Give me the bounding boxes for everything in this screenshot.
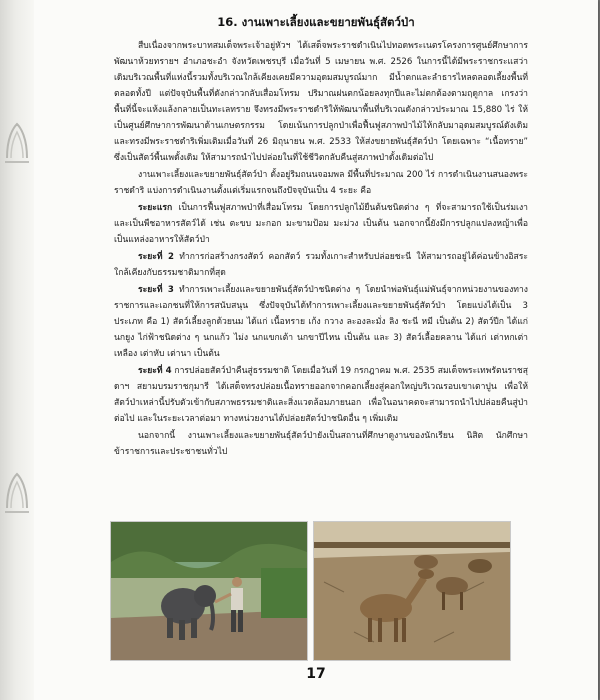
paragraph: งานเพาะเลี้ยงและขยายพันธุ์สัตว์ป่า ตั้งอยู่ริมถนนจอมพล มีพื้นที่ประมาณ 200 ไร่ การดำเนินงานสนองพระราชดำริ แบ่งการดำเนินงานตั้งแต่เริ่มแรกจนถึงปัจจุบันเป็น 4 ระยะ คือ [114,170,528,196]
paragraph-text: ทำการก่อสร้างกรงสัตว์ คอกสัตว์ รวมทั้งเกาะสำหรับปล่อยชะนี ให้สามารถอยู่ได้ค่อนข้างอิสระ ใกล้เคียงกับธรรมชาติมากที่สุด [114,252,528,278]
body-text [114,38,528,461]
thai-ornament-icon [3,468,31,516]
paragraph [114,200,528,248]
paragraph: นอกจากนี้ งานเพาะเลี้ยงและขยายพันธุ์สัตว์ป่ายังเป็นสถานที่ศึกษาดูงานของนักเรียน นิสิต นักศึกษา ข้าราชการและประชาชนทั่วไป [114,431,528,457]
paragraph: สืบเนื่องจากพระบาทสมเด็จพระเจ้าอยู่หัวฯ ได้เสด็จพระราชดำเนินไปทอดพระเนตรโครงการศูนย์ศึกษาการพัฒนาห้วยทรายฯ อำเภอชะอำ จังหวัดเพชรบุรี เมื่อวันที่ 5 เมษายน พ.ศ. 2526 ในการนี้ได้มีพระราชกระแสว่า เดิมบริเวณพื้นที่แห่งนี้รวมทั้งบริเวณใกล้เคียงเคยมีความอุดมสมบูรณ์มาก มีน้ำตกและลำธารไหลตลอดเลี้ยงพื้นที่ตลอดทั้งปี แต่ปัจจุบันพื้นที่ดังกล่าวกลับเสื่อมโทรม ปริมาณฝนตกน้อยลงทุกปีและไม่ตกต้องตามฤดูกาล เกรงว่าพื้นที่นี้จะแห้งแล้งกลายเป็นทะเลทราย จึงทรงมีพระราชดำริให้พัฒนาพื้นที่บริเวณดังกล่าวประมาณ 15,880 ไร่ ให้เป็นศูนย์ศึกษาการพัฒนาด้านเกษตรกรรม โดยเน้นการปลูกป่าเพื่อฟื้นฟูสภาพป่าไม้ให้กลับมาอุดมสมบูรณ์ดังเดิม และทรงมีพระราชดำริเพิ่มเติมเมื่อวันที่ 26 มิถุนายน พ.ศ. 2533 ให้ส่งขยายพันธุ์สัตว์ป่า โดยเฉพาะ “เนื้อทราย” ซึ่งเป็นสัตว์พื้นเพดั้งเดิม ให้สามารถนำไปปล่อยในที่ใช้ชีวิตกลับคืนสู่สภาพป่าดั้งเดิมต่อไป [114,41,528,163]
thai-ornament-icon [3,118,31,166]
phase-heading: ระยะที่ 4 [138,366,172,376]
page-number: 17 [306,666,326,682]
paragraph [114,363,528,427]
paragraph-text: การปล่อยสัตว์ป่าคืนสู่ธรรมชาติ โดยเมื่อวันที่ 19 กรกฎาคม พ.ศ. 2535 สมเด็จพระเทพรัตนราชสุดาฯ สยามบรมราชกุมารี ได้เสด็จทรงปล่อยเนื้อทรายออกจากคอกเลี้ยงสู่คอกใหญ่บริเวณรอบเขาเตาปูน เพื่อให้สัตว์ป่าเหล่านี้ปรับตัวเข้ากับสภาพธรรมชาติและสิ่งแวดล้อมภายนอก เพื่อในอนาคตจะสามารถนำไปปล่อยคืนสู่ป่าต่อไป และในระยะเวลาต่อมา ทางหน่วยงานได้ปล่อยสัตว์ป่าชนิดอื่น ๆ เพิ่มเติม [114,366,528,424]
paragraph [114,249,528,281]
phase-heading: ระยะที่ 2 [138,252,175,262]
book-spine [0,0,34,700]
paragraph-text: ทำการเพาะเลี้ยงและขยายพันธุ์สัตว์ป่าชนิดต่าง ๆ โดยนำพ่อพันธุ์แม่พันธุ์จากหน่วยงานของทางราชการและเอกชนที่ให้การสนับสนุน ซึ่งปัจจุบันได้ทำการเพาะเลี้ยงและขยายพันธุ์สัตว์ป่า โดยแบ่งได้เป็น 3 ประเภท คือ 1) สัตว์เลี้ยงลูกด้วยนม ได้แก่ เนื้อทราย เก้ง กวาง ละองละมั่ง ลิง ชะนี หมี เป็นต้น 2) สัตว์ปีก ได้แก่ นกยูง ไก่ฟ้าชนิดต่าง ๆ นกแก้ว ไม่ง นกแขกเต้า นกขาปีไหน เป็นต้น และ 3) สัตว์เลื้อยคลาน ได้แก่ เต่าหกเต่าเหลือง เต่าหับ เต่านา เป็นต้น [114,285,528,359]
page-title: 16. งานเพาะเลี้ยงและขยายพันธุ์สัตว์ป่า [217,15,415,29]
paragraph-text: เป็นการฟื้นฟูสภาพป่าที่เสื่อมโทรม โดยการปลูกไม้ยืนต้นชนิดต่าง ๆ ที่จะสามารถใช้เป็นร่มเงาและเป็นพืชอาหารสัตว์ได้ เช่น ตะขบ มะกอก มะขามป้อม มะม่วง เป็นต้น นอกจากนี้ยังมีการปลูกแปลงหญ้าเพื่อเป็นแหล่งอาหารให้สัตว์ป่า [114,203,528,245]
elephant-photo [110,521,308,661]
paragraph [114,282,528,362]
phase-heading: ระยะที่ 3 [138,285,174,295]
phase-heading: ระยะแรก [138,203,173,213]
deer-photo [313,521,511,661]
